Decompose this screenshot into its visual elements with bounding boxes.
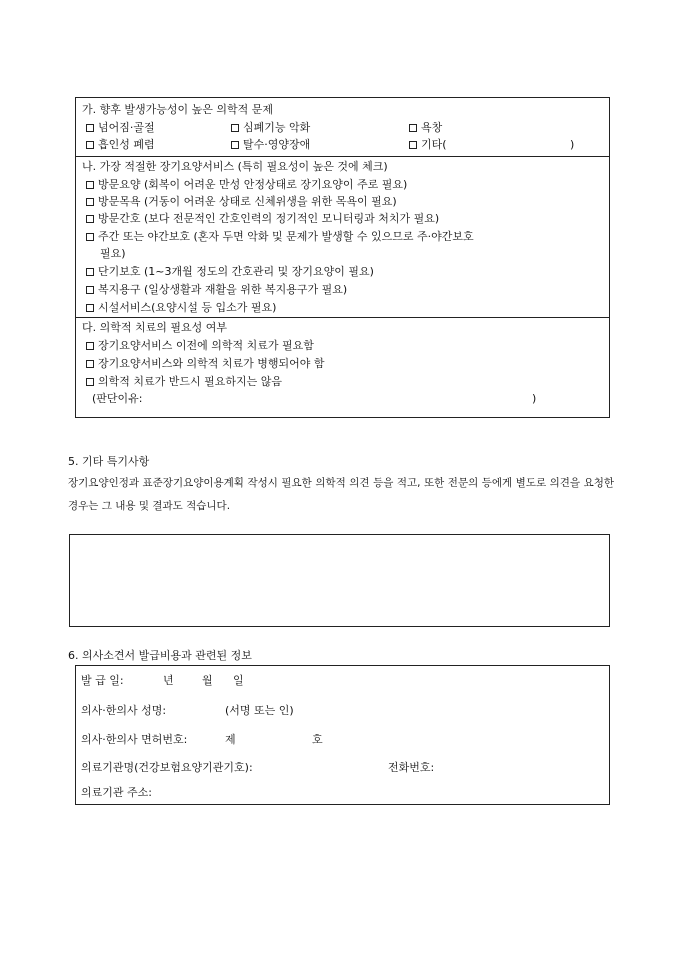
license-suffix: 호 bbox=[312, 733, 323, 746]
checkbox[interactable] bbox=[86, 198, 94, 206]
checkbox[interactable] bbox=[231, 124, 239, 132]
signature-field[interactable]: (서명 또는 인) bbox=[225, 704, 294, 717]
checkbox[interactable] bbox=[86, 342, 94, 350]
section-na-title: 나. 가장 적절한 장기요양서비스 (특히 필요성이 높은 것에 체크) bbox=[82, 160, 388, 173]
section-ga-title: 가. 향후 발생가능성이 높은 의학적 문제 bbox=[82, 103, 273, 116]
issue-date-label: 발 급 일: bbox=[81, 674, 124, 687]
reason-close: ) bbox=[532, 392, 537, 405]
issuance-info-box bbox=[75, 665, 610, 805]
special-notes-field[interactable] bbox=[69, 534, 610, 627]
service-day-night-care-cont: 필요) bbox=[100, 247, 126, 260]
service-nursing[interactable]: 방문간호 (보다 전문적인 간호인력의 정기적인 모니터링과 처치가 필요) bbox=[86, 212, 439, 226]
checkbox[interactable] bbox=[86, 304, 94, 312]
checkbox[interactable] bbox=[86, 124, 94, 132]
service-short-term[interactable]: 단기보호 (1~3개월 정도의 간호관리 및 장기요양이 필요) bbox=[86, 265, 374, 279]
issue-year[interactable]: 년 bbox=[163, 674, 174, 687]
checkbox[interactable] bbox=[86, 181, 94, 189]
checkbox[interactable] bbox=[409, 141, 417, 149]
option-other-close: ) bbox=[570, 138, 575, 151]
issue-month[interactable]: 월 bbox=[202, 674, 213, 687]
treatment-parallel[interactable]: 장기요양서비스와 의학적 치료가 병행되어야 함 bbox=[86, 357, 325, 371]
option-aspiration-pneumonia[interactable]: 흡인성 폐렴 bbox=[86, 138, 155, 152]
option-other[interactable]: 기타( bbox=[409, 138, 447, 152]
section-5-heading: 5. 기타 특기사항 bbox=[68, 455, 150, 468]
checkbox[interactable] bbox=[409, 124, 417, 132]
service-day-night-care[interactable]: 주간 또는 야간보호 (혼자 두면 악화 및 문제가 발생할 수 있으므로 주·야간보호 bbox=[86, 230, 474, 244]
divider bbox=[76, 317, 609, 318]
service-home-care[interactable]: 방문요양 (회복이 어려운 만성 안정상태로 장기요양이 주로 필요) bbox=[86, 178, 407, 192]
checkbox[interactable] bbox=[86, 360, 94, 368]
divider bbox=[76, 156, 609, 157]
service-facility[interactable]: 시설서비스(요양시설 등 입소가 필요) bbox=[86, 301, 276, 315]
checkbox[interactable] bbox=[231, 141, 239, 149]
section-5-paragraph: 장기요양인정과 표준장기요양이용계획 작성시 필요한 의학적 의견 등을 적고, 또한 전문의 등에게 별도로 의견을 요청한 경우는 그 내용 및 결과도 적습니다. bbox=[68, 477, 614, 512]
medical-opinion-box bbox=[75, 97, 610, 418]
doctor-name-label: 의사·한의사 성명: bbox=[81, 704, 167, 717]
checkbox[interactable] bbox=[86, 268, 94, 276]
option-fall-fracture[interactable]: 넘어짐·골절 bbox=[86, 121, 155, 135]
treatment-not-needed[interactable]: 의학적 치료가 반드시 필요하지는 않음 bbox=[86, 375, 282, 389]
service-bathing[interactable]: 방문목욕 (거동이 어려운 상태로 신체위생을 위한 목욕이 필요) bbox=[86, 195, 397, 209]
checkbox[interactable] bbox=[86, 141, 94, 149]
reason-label: (판단이유: bbox=[92, 392, 143, 405]
checkbox[interactable] bbox=[86, 233, 94, 241]
service-welfare-equipment[interactable]: 복지용구 (일상생활과 재활을 위한 복지용구가 필요) bbox=[86, 283, 347, 297]
treatment-before[interactable]: 장기요양서비스 이전에 의학적 치료가 필요함 bbox=[86, 339, 314, 353]
section-6-heading: 6. 의사소견서 발급비용과 관련된 정보 bbox=[68, 649, 252, 662]
option-pressure-ulcer[interactable]: 욕창 bbox=[409, 121, 442, 135]
checkbox[interactable] bbox=[86, 215, 94, 223]
phone-label: 전화번호: bbox=[388, 761, 435, 774]
option-dehydration[interactable]: 탈수·영양장애 bbox=[231, 138, 310, 152]
institution-label: 의료기관명(건강보험요양기관기호): bbox=[81, 761, 253, 774]
license-prefix: 제 bbox=[225, 733, 236, 746]
issue-day[interactable]: 일 bbox=[233, 674, 244, 687]
checkbox[interactable] bbox=[86, 286, 94, 294]
checkbox[interactable] bbox=[86, 378, 94, 386]
address-label: 의료기관 주소: bbox=[81, 786, 152, 799]
section-da-title: 다. 의학적 치료의 필요성 여부 bbox=[82, 321, 227, 334]
option-cardiopulmonary[interactable]: 심폐기능 악화 bbox=[231, 121, 310, 135]
license-label: 의사·한의사 면허번호: bbox=[81, 733, 188, 746]
